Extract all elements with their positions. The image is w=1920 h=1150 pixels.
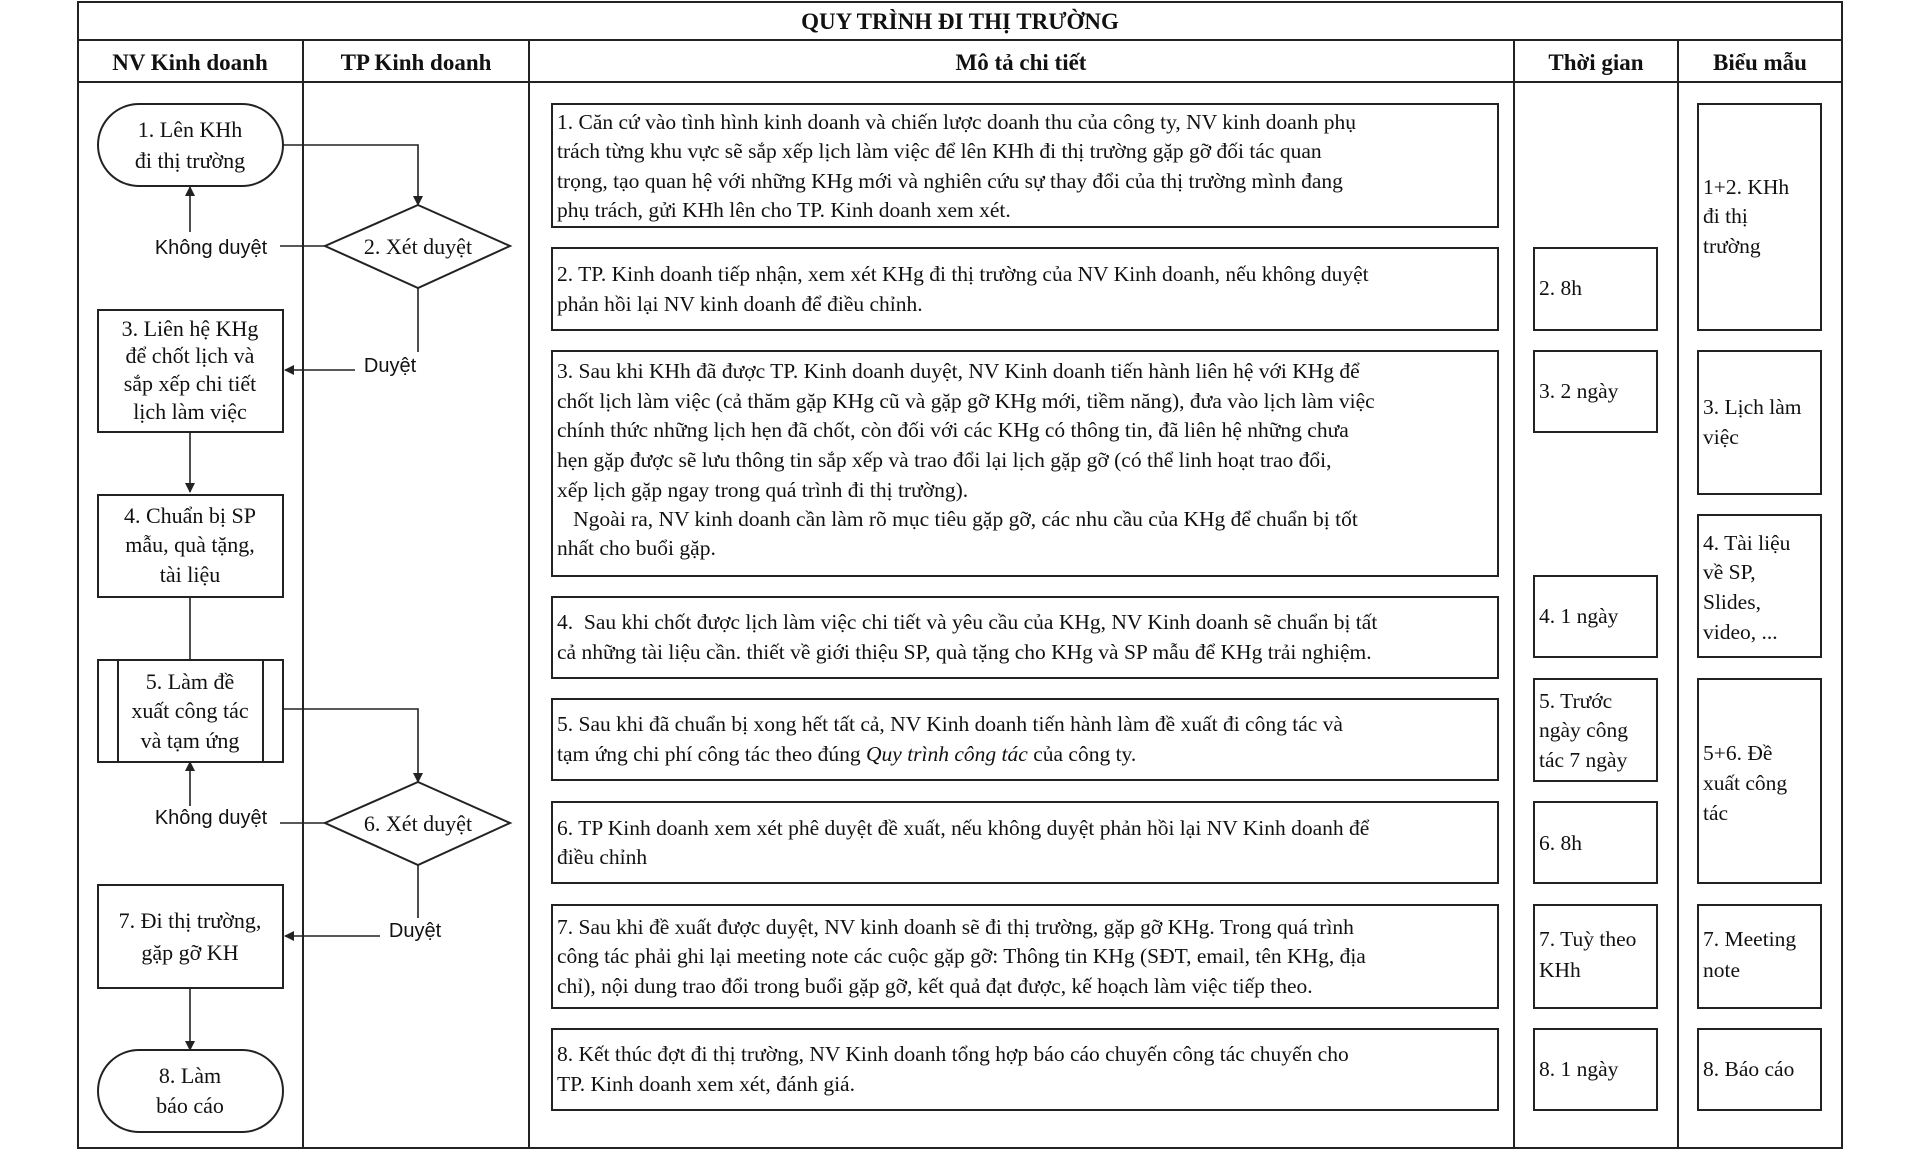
time-5: 5. Trước ngày công tác 7 ngày [1539,689,1628,772]
form-8: 8. Báo cáo [1703,1057,1795,1081]
edge-label-approve-2: Duyệt [388,920,442,942]
svg-text:6. Xét duyệt [364,811,472,836]
time-3: 3. 2 ngày [1539,379,1619,403]
form-7: 7. Meeting note [1703,927,1797,982]
form-5-6: 5+6. Đề xuất công tác [1703,741,1788,825]
node-8-line: báo cáo [156,1093,224,1118]
header-thoi-gian: Thời gian [1548,50,1644,75]
node-5-line: 5. Làm đề [145,669,235,694]
node-1-line: 1. Lên KHh [137,117,243,142]
description-7: 7. Sau khi đề xuất được duyệt, NV kinh doanh sẽ đi thị trường, gặp gỡ KHg. Trong quá trình công tác phải ghi lại meeting note các cuộc gặp gỡ: Thông tin KHg (SĐT, email, tên KHg, địa chỉ), nội dung trao đổi trong buổi gặp gỡ, kết quả đạt được, kế hoạch làm việc tiếp theo. [557,915,1366,998]
description-1: 1. Căn cứ vào tình hình kinh doanh và chiến lược doanh thu của công ty, NV kinh doanh phụ trách từng khu vực sẽ sắp xếp lịch làm việc để lên KHh đi thị trường gặp gỡ đối tác quan trọng, tạo quan hệ với những KHg mới và nghiên cứu sự thay đổi của thị trường mình đang phụ trách, gửi KHh lên cho TP. Kinh doanh xem xét. [557,110,1356,222]
node-6-line: 6. Xét duyệt [363,811,473,836]
header-bieu-mau: Biểu mẫu [1713,50,1807,75]
node-4-prepare [98,495,283,597]
description-3: 3. Sau khi KHh đã được TP. Kinh doanh duyệt, NV Kinh doanh tiến hành liên hệ với KHg để chốt lịch làm việc (cả thăm gặp KHg cũ và gặp gỡ KHg mới, tiềm năng), đưa vào lịch làm việc chính thức những lịch hẹn đã chốt, còn đối với các KHg có thông tin, đã liên hệ những chưa hẹn gặp được sẽ lưu thông tin sắp xếp và trao đổi lại lịch gặp gỡ (có thể linh hoạt trao đổi, xếp lịch gặp ngay trong quá trình đi thị trường). Ngoài ra, NV kinh doanh cần làm rõ mục tiêu gặp gỡ, các nhu cầu của KHg để chuẩn bị tốt nhất cho buổi gặp. [557,359,1375,560]
time-7: 7. Tuỳ theo KHh [1539,927,1637,982]
description-5-italic: Quy trình công tác [866,742,1028,766]
description-4: 4. Sau khi chốt được lịch làm việc chi tiết và yêu cầu của KHg, NV Kinh doanh sẽ chuẩn bị tất cả những tài liệu cần. thiết về giới thiệu SP, quà tặng cho KHg và SP mẫu để KHg trải nghiệm. [557,610,1378,664]
diagram-title: QUY TRÌNH ĐI THỊ TRƯỜNG [801,9,1119,34]
svg-text:5. Làm đềxuất công tácvà tạm ứ [131,669,249,753]
edge-label-reject-2: Không duyệt [154,807,268,829]
node-3-line: sắp xếp chi tiết [123,371,257,396]
node-3-line: để chốt lịch và [125,343,255,368]
header-tp-kinh-doanh: TP Kinh doanh [340,50,492,75]
node-3-line: lịch làm việc [133,399,247,424]
time-box-7 [1534,905,1657,1008]
node-5-line: và tạm ứng [140,728,240,753]
node-8-line: 8. Làm [158,1063,222,1088]
node-6-review [325,782,510,865]
header-nv-kinh-doanh: NV Kinh doanh [112,50,268,75]
time-6: 6. 8h [1539,831,1582,855]
svg-text:2. Xét duyệt [364,234,472,259]
node-5-line: xuất công tác [131,698,249,723]
node-4-line: mẫu, quà tặng, [125,532,255,557]
node-4-line: tài liệu [159,562,221,587]
node-2-review [325,205,510,288]
time-4: 4. 1 ngày [1539,604,1619,628]
node-3-line: 3. Liên hệ KHg [121,316,259,341]
node-3-contact [98,310,283,432]
node-7-visit [98,885,283,988]
node-5-proposal [98,660,283,762]
node-7-line: gặp gỡ KH [141,940,239,965]
form-4: 4. Tài liệu về SP, Slides, video, ... [1703,531,1791,644]
form-box-7 [1698,905,1821,1008]
node-4-line: 4. Chuẩn bị SP [123,503,257,528]
node-1-line: đi thị trường [134,148,246,173]
description-2: 2. TP. Kinh doanh tiếp nhận, xem xét KHg đi thị trường của NV Kinh doanh, nếu không duyệt phản hồi lại NV kinh doanh để điều chỉnh. [557,262,1369,316]
description-box-2 [552,248,1498,330]
form-box-3 [1698,351,1821,494]
time-2: 2. 8h [1539,276,1582,300]
description-box-6 [552,802,1498,883]
node-1-plan [98,104,283,186]
time-8: 8. 1 ngày [1539,1057,1619,1081]
node-8-report [98,1050,283,1132]
form-1-2: 1+2. KHh đi thị trường [1703,175,1790,258]
node-2-line: 2. Xét duyệt [363,234,473,259]
header-mo-ta-chi-tiet: Mô tả chi tiết [955,50,1087,75]
description-6: 6. TP Kinh doanh xem xét phê duyệt đề xuất, nếu không duyệt phản hồi lại NV Kinh doanh để điều chỉnh [557,816,1370,869]
description-5: 5. Sau khi đã chuẩn bị xong hết tất cả, NV Kinh doanh tiến hành làm đề xuất đi công tác và tạm ứng chi phí công tác theo đúng Quy trình công tác của công ty. [557,712,1343,766]
node-7-line: 7. Đi thị trường, [118,908,262,933]
form-3: 3. Lịch làm việc [1703,395,1802,449]
edge-label-reject-1: Không duyệt [154,237,268,259]
edge-label-approve-1: Duyệt [363,355,417,377]
description-8: 8. Kết thúc đợt đi thị trường, NV Kinh doanh tổng hợp báo cáo chuyến công tác chuyến cho TP. Kinh doanh xem xét, đánh giá. [557,1042,1349,1096]
